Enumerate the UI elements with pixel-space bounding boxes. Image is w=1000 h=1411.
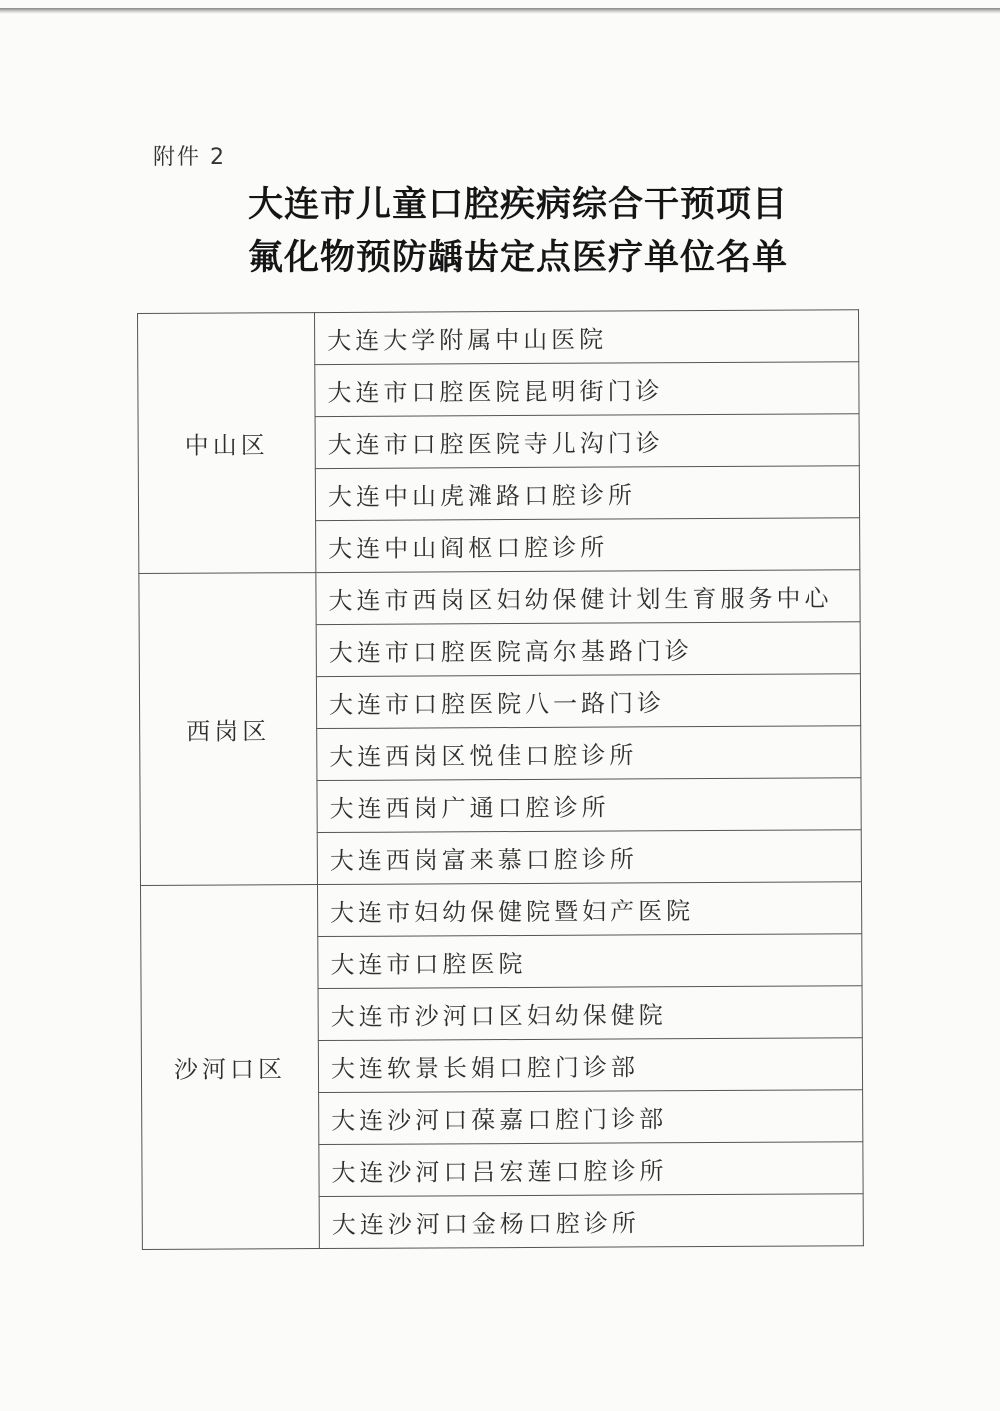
unit-cell: 大连西岗广通口腔诊所 — [317, 778, 861, 833]
unit-cell: 大连大学附属中山医院 — [315, 310, 859, 365]
attachment-label: 附件 2 — [153, 145, 226, 170]
unit-cell: 大连中山阎枢口腔诊所 — [316, 518, 860, 573]
unit-cell: 大连西岗富来慕口腔诊所 — [317, 830, 861, 885]
scan-edge — [0, 8, 1000, 14]
district-cell: 沙河口区 — [140, 885, 319, 1250]
unit-cell: 大连沙河口葆嘉口腔门诊部 — [319, 1090, 863, 1145]
document-title-line1: 大连市儿童口腔疾病综合干预项目 — [248, 185, 789, 225]
unit-cell: 大连市口腔医院八一路门诊 — [316, 674, 860, 729]
unit-cell: 大连市西岗区妇幼保健计划生育服务中心 — [316, 570, 860, 625]
unit-cell: 大连软景长娟口腔门诊部 — [318, 1038, 862, 1093]
unit-cell: 大连沙河口金杨口腔诊所 — [319, 1194, 863, 1249]
district-cell: 西岗区 — [139, 573, 318, 886]
unit-cell: 大连市口腔医院 — [318, 934, 862, 989]
unit-cell: 大连市妇幼保健院暨妇产医院 — [317, 882, 861, 937]
table-row — [139, 570, 860, 626]
table-row — [140, 882, 861, 938]
unit-cell: 大连市口腔医院高尔基路门诊 — [316, 622, 860, 677]
document-title-line2: 氟化物预防龋齿定点医疗单位名单 — [248, 238, 789, 278]
unit-cell: 大连市口腔医院寺儿沟门诊 — [315, 414, 859, 469]
unit-cell: 大连市口腔医院昆明街门诊 — [315, 362, 859, 417]
unit-cell: 大连西岗区悦佳口腔诊所 — [317, 726, 861, 781]
district-cell: 中山区 — [138, 313, 316, 574]
table-row — [138, 310, 859, 366]
unit-cell: 大连沙河口吕宏莲口腔诊所 — [319, 1142, 863, 1197]
unit-cell: 大连中山虎滩路口腔诊所 — [315, 466, 859, 521]
unit-cell: 大连市沙河口区妇幼保健院 — [318, 986, 862, 1041]
designated-units-table — [137, 309, 864, 1250]
